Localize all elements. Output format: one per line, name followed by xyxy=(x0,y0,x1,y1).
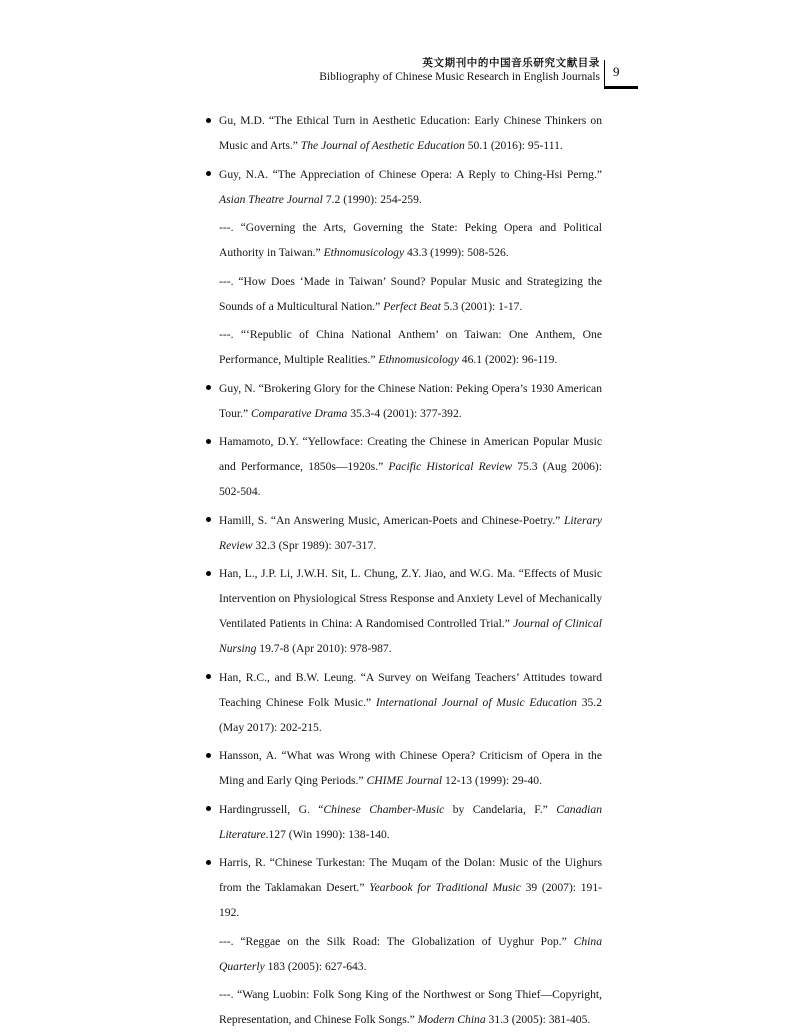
bibliography-entry xyxy=(206,429,602,504)
bullet-icon xyxy=(206,517,211,522)
entry-italic-title: Ethnomusicology xyxy=(323,246,405,259)
entry-text: Hamill, S. “An Answering Music, American-Poets and Chinese-Poetry.” xyxy=(219,513,564,527)
bullet-icon xyxy=(206,118,211,123)
entry-text: Guy, N. “Brokering Glory for the Chinese Nation: Peking Opera’s 1930 American Tour.” xyxy=(219,381,602,420)
entry-italic-title: Modern China xyxy=(417,1013,486,1026)
bullet-icon xyxy=(206,753,211,758)
bibliography-entry xyxy=(206,665,602,740)
bibliography-entry xyxy=(206,850,602,925)
entry-text: Hansson, A. “What was Wrong with Chinese Opera? Criticism of Opera in the Ming and Early Qing Periods.” xyxy=(219,749,602,787)
entry-italic-title: Chinese Chamber-Music xyxy=(323,802,445,816)
entry-text: 43.3 (1999): 508-526. xyxy=(404,246,509,259)
bibliography-entry xyxy=(206,561,602,661)
entry-text: 46.1 (2002): 96-119. xyxy=(458,353,558,366)
entry-italic-title: Canadian Literature xyxy=(219,802,602,841)
bibliography-entry xyxy=(206,162,602,212)
entry-italic-title: CHIME Journal xyxy=(366,774,443,787)
folio-vertical-rule xyxy=(604,60,605,86)
entry-text: Hamamoto, D.Y. “Yellowface: Creating the Chinese in American Popular Music and Performance, 1850s—1920s.” xyxy=(219,435,602,473)
folio-horizontal-rule xyxy=(604,86,638,89)
entry-text: Gu, M.D. “The Ethical Turn in Aesthetic Education: Early Chinese Thinkers on Music and Arts.” xyxy=(219,114,602,152)
running-head-text-block xyxy=(319,56,600,85)
bibliography-entry xyxy=(206,322,602,372)
entry-text: ---. “Governing the Arts, Governing the State: Peking Opera and Political Authority in Taiwan.” xyxy=(219,221,602,259)
entry-text: 35.2 (May 2017): 202-215. xyxy=(219,695,602,734)
page-number: 9 xyxy=(613,64,620,79)
entry-italic-title: Asian Theatre Journal xyxy=(219,192,323,206)
entry-text: 32.3 (Spr 1989): 307-317. xyxy=(252,538,377,552)
entry-italic-title: Ethnomusicology xyxy=(378,353,459,366)
entry-text: ---. “‘Republic of China National Anthem’ on Taiwan: One Anthem, One Performance, Multiple Realities.” xyxy=(219,328,602,366)
bibliography-entry xyxy=(206,797,602,847)
entry-text: ---. “Wang Luobin: Folk Song King of the Northwest or Song Thief—Copyright, Representation, and Chinese Folk Songs.” xyxy=(219,988,602,1026)
entry-text: ---. “Reggae on the Silk Road: The Globalization of Uyghur Pop.” xyxy=(219,934,574,948)
entry-italic-title: Yearbook for Traditional Music xyxy=(369,881,521,894)
entry-italic-title: Literary Review xyxy=(219,513,602,552)
entry-italic-title: Journal of Clinical Nursing xyxy=(219,617,602,655)
entry-italic-title: Comparative Drama xyxy=(251,406,348,420)
entry-text: Guy, N.A. “The Appreciation of Chinese Opera: A Reply to Ching-Hsi Perng.” xyxy=(219,167,602,181)
entry-text: ---. “How Does ‘Made in Taiwan’ Sound? Popular Music and Strategizing the Sounds of a Multicultural Nation.” xyxy=(219,274,602,313)
entry-text: 31.3 (2005): 381-405. xyxy=(485,1013,591,1026)
bullet-icon xyxy=(206,806,211,811)
entry-text: .127 (Win 1990): 138-140. xyxy=(265,827,390,841)
bibliography-entry xyxy=(206,508,602,558)
entry-text: 19.7-8 (Apr 2010): 978-987. xyxy=(256,642,392,655)
entry-text: Harris, R. “Chinese Turkestan: The Muqam of the Dolan: Music of the Uighurs from the Taklamakan Desert.” xyxy=(219,856,602,894)
bibliography-entry xyxy=(206,982,602,1032)
entry-text: 183 (2005): 627-643. xyxy=(264,959,367,973)
entry-text: Han, R.C., and B.W. Leung. “A Survey on Weifang Teachers’ Attitudes toward Teaching Chinese Folk Music.” xyxy=(219,670,602,709)
bullet-icon xyxy=(206,385,211,390)
bullet-icon xyxy=(206,439,211,444)
running-head-chinese-title: 英文期刊中的中国音乐研究文献目录 xyxy=(422,57,600,69)
running-head-english-title: Bibliography of Chinese Music Research in English Journals xyxy=(319,71,600,83)
bibliography-entry xyxy=(206,269,602,319)
bibliography-entry xyxy=(206,108,602,158)
entry-italic-title: Perfect Beat xyxy=(383,299,441,313)
bullet-icon xyxy=(206,860,211,865)
bibliography-entry xyxy=(206,215,602,265)
entry-text: Han, L., J.P. Li, J.W.H. Sit, L. Chung, Z.Y. Jiao, and W.G. Ma. “Effects of Music Intervention on Physiological Stress Response and Anxiety Level of Mechanically Ventilated Patients in China: A Randomised Controlled Trial.” xyxy=(219,567,602,630)
entry-italic-title: The Journal of Aesthetic Education xyxy=(300,139,465,152)
bibliography-entry xyxy=(206,376,602,426)
bullet-icon xyxy=(206,571,211,576)
bullet-icon xyxy=(206,171,211,176)
bibliography-entry xyxy=(206,929,602,979)
entry-italic-title: China Quarterly xyxy=(219,934,602,973)
entry-text: Hardingrussell, G. “ xyxy=(219,802,324,816)
entry-text: 35.3-4 (2001): 377-392. xyxy=(347,406,462,420)
bibliography-entry xyxy=(206,743,602,793)
running-head xyxy=(200,56,600,85)
entry-text: 50.1 (2016): 95-111. xyxy=(464,139,563,152)
entry-italic-title: International Journal of Music Education xyxy=(375,695,577,709)
entry-text: 5.3 (2001): 1-17. xyxy=(440,299,523,313)
entry-text: by Candelaria, F.” xyxy=(444,802,557,816)
entry-italic-title: Pacific Historical Review xyxy=(388,460,513,473)
entry-text: 39 (2007): 191-192. xyxy=(219,881,603,919)
entry-text: 12-13 (1999): 29-40. xyxy=(442,774,542,787)
entry-text: 75.3 (Aug 2006): 502-504. xyxy=(219,460,602,498)
bullet-icon xyxy=(206,674,211,679)
entry-text: 7.2 (1990): 254-259. xyxy=(322,192,422,206)
bibliography-list xyxy=(206,108,602,1036)
page-number-block xyxy=(604,60,638,90)
